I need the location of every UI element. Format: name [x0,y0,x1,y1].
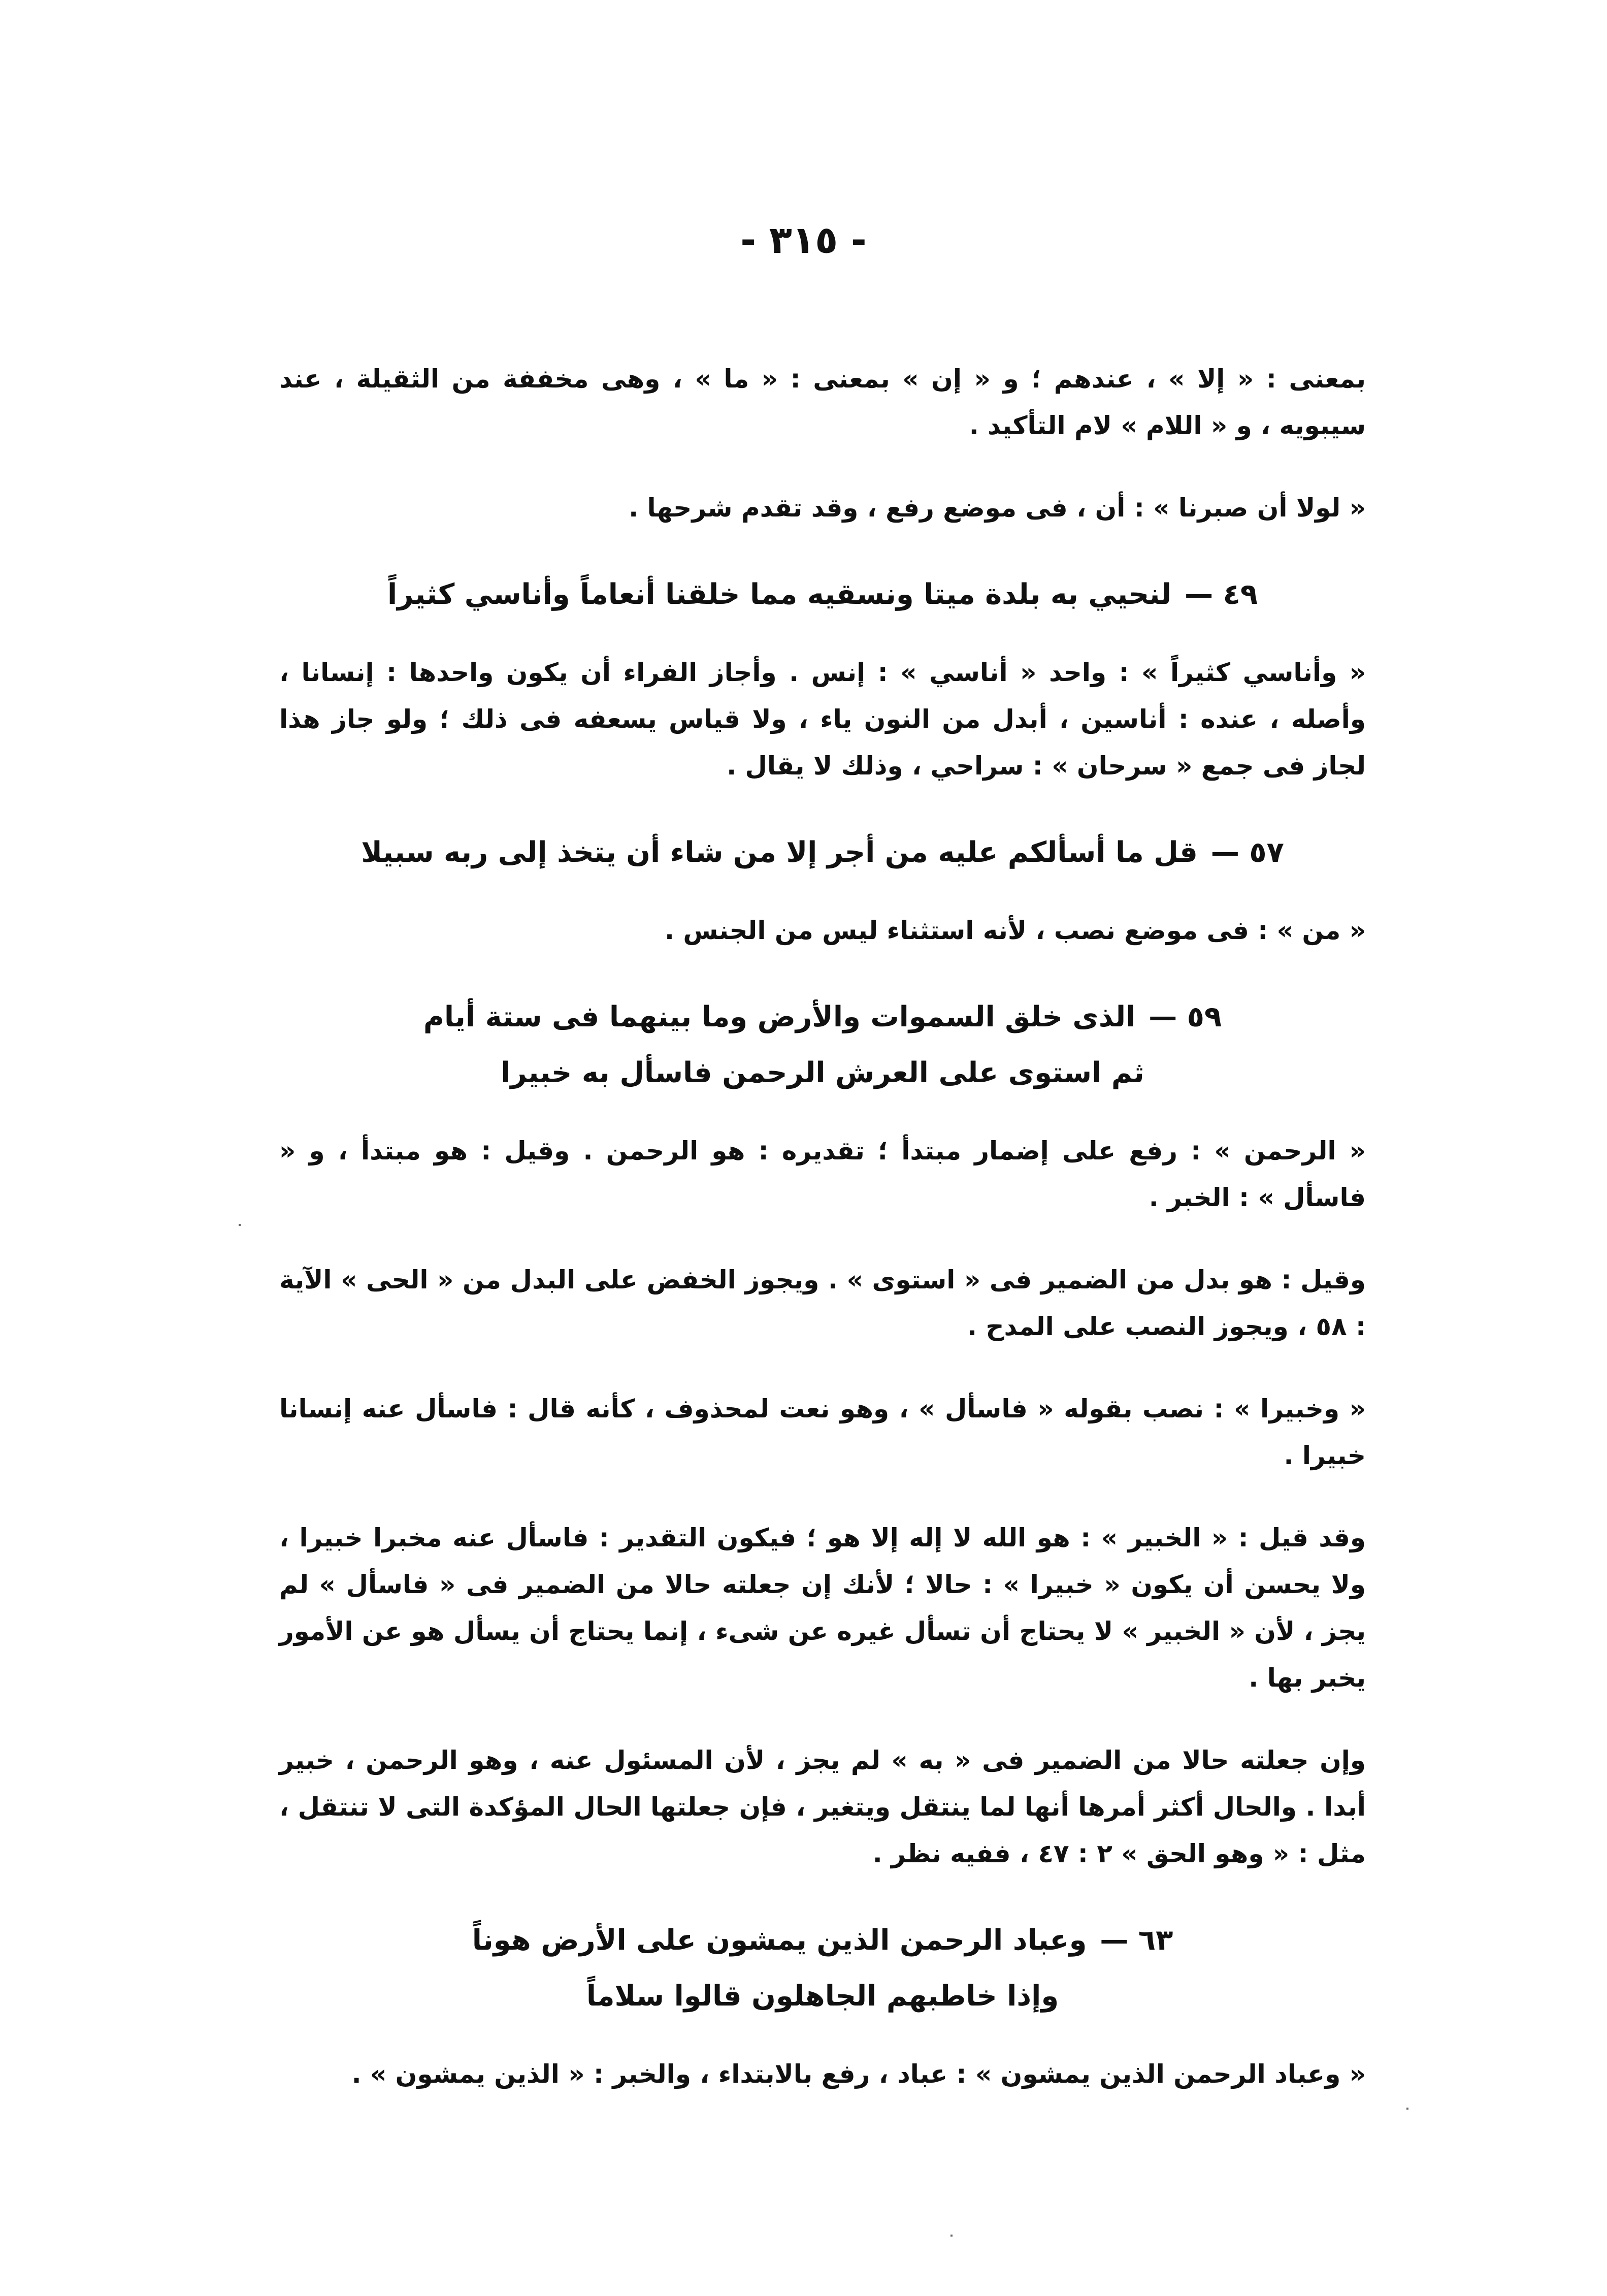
commentary-paragraph: بمعنى : « إلا » ، عندهم ؛ و « إن » بمعنى : « ما » ، وهى مخففة من الثقيلة ، عند سيبويه ، و « اللام » لام التأكيد . [279,364,1366,440]
scan-speck [239,1224,241,1226]
verse-text: قل ما أسألكم عليه من أجر إلا من شاء أن يتخذ إلى ربه سبيلا [361,836,1198,869]
verse-line: وإذا خاطبهم الجاهلون قالوا سلاماً [586,1980,1059,2013]
commentary-paragraph: وقيل : هو بدل من الضمير فى « استوى » . ويجوز الخفض على البدل من « الحى » الآية : ٥٨ ، ويجوز النصب على المدح . [279,1265,1366,1341]
verse-line [279,989,1366,1045]
page-body [279,355,1366,2133]
commentary-paragraph: وقد قيل : « الخبير » : هو الله لا إله إلا هو ؛ فيكون التقدير : فاسأل عنه مخبرا خبيرا ، ولا يحسن أن يكون « خبيرا » : حالا ؛ لأنك إن جعلته حالا من الضمير فى « فاسأل » لم يجز ، لأن « الخبير » لا يحتاج أن تسأل غيره عن شىء ، إنما يحتاج أن يسأل هو عن الأمور يخبر بها . [279,1523,1366,1693]
quran-verse [279,989,1366,1101]
commentary-paragraph: « وخبيرا » : نصب بقوله « فاسأل » ، وهو نعت لمحذوف ، كأنه قال : فاسأل عنه إنسانا خبيرا . [279,1394,1366,1470]
scan-speck [950,2235,953,2237]
scan-speck [1406,2108,1408,2110]
quran-verse [279,1913,1366,2024]
verse-line [279,825,1366,881]
quran-verse [279,825,1366,881]
verse-number: ٤٩ — [1185,578,1258,611]
commentary-paragraph: « لولا أن صبرنا » : أن ، فى موضع رفع ، وقد تقدم شرحها . [629,493,1366,523]
commentary-paragraph: « وعباد الرحمن الذين يمشون » : عباد ، رفع بالابتداء ، والخبر : « الذين يمشون » . [351,2059,1366,2089]
commentary-paragraph: « الرحمن » : رفع على إضمار مبتدأ ؛ تقديره : هو الرحمن . وقيل : هو مبتدأ ، و « فاسأل » : الخبر . [279,1136,1366,1212]
verse-number: ٥٩ — [1149,1000,1222,1033]
commentary-paragraph: « من » : فى موضع نصب ، لأنه استثناء ليس من الجنس . [665,916,1366,945]
verse-text: الذى خلق السموات والأرض وما بينهما فى ستة أيام [423,1000,1136,1033]
page-number: - ٣١٥ - [740,218,867,262]
verse-number: ٦٣ — [1100,1924,1173,1957]
commentary-paragraph: وإن جعلته حالا من الضمير فى « به » لم يجز ، لأن المسئول عنه ، وهو الرحمن ، خبير أبدا . والحال أكثر أمرها أنها لما ينتقل ويتغير ، فإن جعلتها الحال المؤكدة التى لا تنتقل ، مثل : « وهو الحق » ٢ : ٤٧ ، ففيه نظر . [279,1745,1366,1868]
quran-verse [279,567,1366,623]
verse-text: لنحيي به بلدة ميتا ونسقيه مما خلقنا أنعاماً وأناسي كثيراً [387,578,1172,611]
commentary-paragraph: « وأناسي كثيراً » : واحد « أناسي » : إنس . وأجاز الفراء أن يكون واحدها : إنسانا ، وأصله ، عنده : أناسين ، أبدل من النون ياء ، ولا قياس يسعفه فى ذلك ؛ ولو جاز هذا لجاز فى جمع « سرحان » : سراحي ، وذلك لا يقال . [279,658,1366,781]
verse-number: ٥٧ — [1210,836,1284,869]
verse-text: وعباد الرحمن الذين يمشون على الأرض هوناً [472,1924,1087,1957]
verse-line [279,1913,1366,1968]
verse-line [279,567,1366,623]
verse-line: ثم استوى على العرش الرحمن فاسأل به خبيرا [501,1056,1144,1089]
